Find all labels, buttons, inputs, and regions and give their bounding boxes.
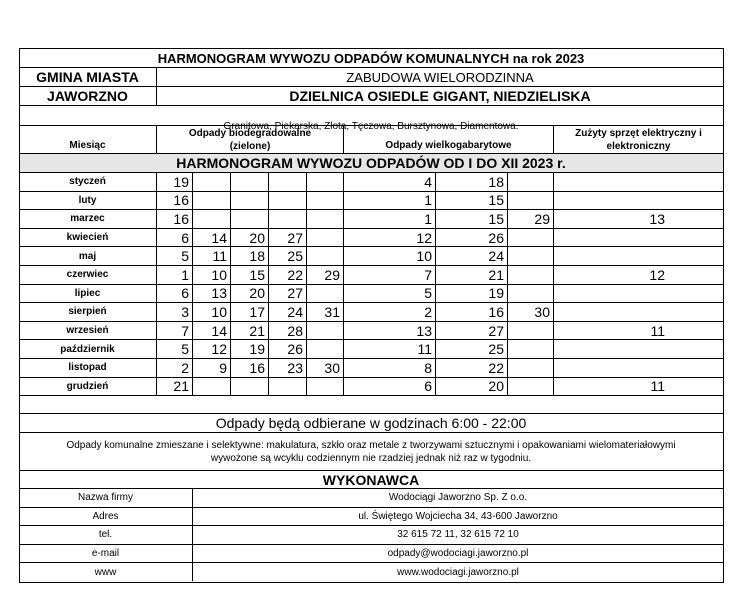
elek-day-cell	[553, 303, 723, 321]
wielko-day-cell: 15	[435, 192, 507, 210]
bio-day-cell	[306, 192, 343, 210]
bio-day-cell: 22	[268, 266, 306, 284]
elek-day-cell	[553, 285, 723, 303]
header-miesiac: Miesiąc	[69, 140, 106, 151]
wykonawca-heading: WYKONAWCA	[322, 471, 420, 488]
month-name: maj	[78, 250, 97, 262]
bio-day-cell: 6	[156, 285, 192, 303]
table-row	[19, 321, 723, 340]
month-name: listopad	[68, 362, 107, 374]
wielko-day-cell: 11	[343, 340, 435, 358]
schedule-sheet	[19, 48, 723, 582]
bio-day-cell: 7	[156, 322, 192, 340]
month-name: luty	[78, 194, 97, 206]
bio-day-cell: 27	[268, 229, 306, 247]
schedule-subtitle: HARMONOGRAM WYWOZU ODPADÓW OD I DO XII 2023 r.	[19, 154, 723, 172]
elek-day-cell: 11	[553, 378, 723, 396]
wielko-day-cell: 13	[343, 322, 435, 340]
contact-value[interactable]: www.wodociagi.jaworzno.pl	[192, 563, 723, 581]
wielko-day-cell: 24	[435, 247, 507, 265]
month-name: marzec	[70, 213, 105, 225]
wielko-day-cell: 22	[435, 359, 507, 377]
bio-day-cell	[192, 173, 230, 191]
wielko-day-cell	[507, 266, 553, 284]
contact-value[interactable]: odpady@wodociagi.jaworzno.pl	[192, 545, 723, 563]
wielko-day-cell: 20	[435, 378, 507, 396]
elek-day-cell: 11	[553, 322, 723, 340]
bio-day-cell: 19	[230, 340, 268, 358]
header-bio	[156, 126, 343, 153]
bio-day-cell: 1	[156, 266, 192, 284]
contact-value: 32 615 72 11, 32 615 72 10	[192, 526, 723, 544]
bio-day-cell	[306, 210, 343, 228]
bio-day-cell: 16	[156, 210, 192, 228]
collection-hours: Odpady będą odbierane w godzinach 6:00 - 22:00	[215, 415, 527, 431]
bio-day-cell: 10	[192, 303, 230, 321]
wielko-day-cell: 27	[435, 322, 507, 340]
subtitle-row	[19, 153, 723, 172]
wielko-day-cell: 15	[435, 210, 507, 228]
wielko-day-cell: 7	[343, 266, 435, 284]
bio-day-cell	[230, 192, 268, 210]
bio-day-cell: 21	[156, 378, 192, 396]
table-row	[19, 377, 723, 396]
bio-day-cell	[230, 173, 268, 191]
month-name: lipiec	[74, 287, 101, 299]
header-elek	[553, 126, 723, 153]
bio-day-cell	[268, 192, 306, 210]
table-row	[19, 228, 723, 247]
header-elek-line1: Zużyty sprzęt elektryczny i	[575, 127, 702, 139]
bio-day-cell: 14	[192, 229, 230, 247]
contact-value: Wodociągi Jaworzno Sp. Z o.o.	[192, 489, 723, 507]
bio-day-cell: 17	[230, 303, 268, 321]
month-name: październik	[60, 343, 115, 355]
wielko-day-cell: 29	[507, 210, 553, 228]
contact-label: Adres	[92, 510, 119, 522]
bio-day-cell	[268, 173, 306, 191]
contact-label: www	[94, 566, 117, 578]
bio-day-cell: 12	[192, 340, 230, 358]
bio-day-cell	[306, 173, 343, 191]
bio-day-cell: 5	[156, 340, 192, 358]
wielko-day-cell: 2	[343, 303, 435, 321]
wielko-day-cell	[507, 378, 553, 396]
bio-day-cell: 20	[230, 285, 268, 303]
bio-day-cell: 18	[230, 247, 268, 265]
contact-value: ul. Świętego Wojciecha 34, 43-600 Jaworzno	[192, 508, 723, 526]
bio-day-cell: 19	[156, 173, 192, 191]
wielko-day-cell: 26	[435, 229, 507, 247]
bio-day-cell: 15	[230, 266, 268, 284]
note-text	[19, 433, 723, 470]
wielko-day-cell	[507, 322, 553, 340]
bio-day-cell: 16	[230, 359, 268, 377]
elek-day-cell: 12	[553, 266, 723, 284]
contact-row	[19, 488, 723, 507]
bio-day-cell	[230, 210, 268, 228]
bio-day-cell: 23	[268, 359, 306, 377]
contact-label: tel.	[98, 529, 113, 541]
note-row	[19, 432, 723, 470]
bio-day-cell: 2	[156, 359, 192, 377]
month-name: czerwiec	[66, 269, 109, 281]
bio-day-cell: 10	[192, 266, 230, 284]
table-row	[19, 339, 723, 358]
bio-day-cell: 25	[268, 247, 306, 265]
spacer-row-2	[19, 395, 723, 413]
bio-day-cell: 5	[156, 247, 192, 265]
bio-day-cell: 16	[156, 192, 192, 210]
wielko-day-cell: 25	[435, 340, 507, 358]
bio-day-cell	[268, 378, 306, 396]
bio-day-cell: 20	[230, 229, 268, 247]
bio-day-cell: 3	[156, 303, 192, 321]
wielko-day-cell	[507, 340, 553, 358]
dzielnica-label: DZIELNICA OSIEDLE GIGANT, NIEDZIELISKA	[156, 87, 723, 105]
wielko-day-cell	[507, 247, 553, 265]
note-line1: Odpady komunalne zmieszane i selektywne: makulatura, szkło oraz metale z tworzywami sztucznymi i opakowaniami wielomateriałowymi	[66, 439, 676, 451]
title-row	[19, 48, 723, 67]
bio-day-cell	[192, 378, 230, 396]
bio-day-cell: 27	[268, 285, 306, 303]
table-row	[19, 172, 723, 191]
bio-day-cell	[306, 285, 343, 303]
bio-day-cell	[306, 340, 343, 358]
bio-day-cell: 28	[268, 322, 306, 340]
month-name: kwiecień	[66, 232, 109, 244]
gmina-row-2	[19, 86, 723, 105]
table-row	[19, 246, 723, 265]
wielko-day-cell: 1	[343, 210, 435, 228]
month-name: styczeń	[69, 176, 106, 188]
wielko-day-cell: 4	[343, 173, 435, 191]
bio-day-cell: 6	[156, 229, 192, 247]
table-row	[19, 302, 723, 321]
header-bio-line1: Odpady biodegradowalne	[188, 127, 312, 139]
wielko-day-cell: 30	[507, 303, 553, 321]
header-elek-line2: elektroniczny	[606, 140, 671, 152]
document-title: HARMONOGRAM WYWOZU ODPADÓW KOMUNALNYCH na rok 2023	[157, 50, 585, 66]
wielko-day-cell: 21	[435, 266, 507, 284]
bio-day-cell: 26	[268, 340, 306, 358]
wykonawca-row	[19, 470, 723, 488]
bio-day-cell: 13	[192, 285, 230, 303]
wielko-day-cell	[507, 359, 553, 377]
contact-label: e-mail	[91, 548, 120, 560]
note-line2: wywożone są wcyklu codziennym nie rzadziej jednak niż raz w tygodniu.	[210, 452, 532, 464]
bio-day-cell: 21	[230, 322, 268, 340]
bio-day-cell	[192, 192, 230, 210]
zabudowa-label: ZABUDOWA WIELORODZINNA	[156, 68, 723, 86]
gmina-row-1	[19, 67, 723, 86]
wielko-day-cell: 5	[343, 285, 435, 303]
wielko-day-cell	[507, 173, 553, 191]
wielko-day-cell	[507, 229, 553, 247]
contact-label: Nazwa firmy	[77, 492, 133, 504]
elek-day-cell	[553, 340, 723, 358]
wielko-day-cell	[507, 285, 553, 303]
bio-day-cell	[268, 210, 306, 228]
bio-day-cell	[192, 210, 230, 228]
wielko-day-cell: 19	[435, 285, 507, 303]
bio-day-cell: 30	[306, 359, 343, 377]
table-row	[19, 191, 723, 210]
table-row	[19, 284, 723, 303]
contact-row	[19, 562, 723, 581]
bio-day-cell	[306, 378, 343, 396]
contact-row	[19, 507, 723, 526]
wielko-day-cell: 1	[343, 192, 435, 210]
gmina-label-line1: GMINA MIASTA	[36, 69, 139, 85]
elek-day-cell: 13	[553, 210, 723, 228]
month-name: sierpień	[68, 306, 107, 318]
wielko-day-cell: 16	[435, 303, 507, 321]
table-row	[19, 358, 723, 377]
elek-day-cell	[553, 173, 723, 191]
wielko-day-cell	[507, 192, 553, 210]
bio-day-cell: 29	[306, 266, 343, 284]
bio-day-cell: 14	[192, 322, 230, 340]
contact-row	[19, 544, 723, 563]
streets-label: Granitowa, Piekarska, Złota, Tęczowa, Bursztynowa, Diamentowa.	[223, 121, 519, 132]
bio-day-cell: 9	[192, 359, 230, 377]
header-row	[19, 125, 723, 153]
elek-day-cell	[553, 192, 723, 210]
elek-day-cell	[553, 247, 723, 265]
hours-row	[19, 413, 723, 432]
wielko-day-cell: 8	[343, 359, 435, 377]
wielko-day-cell: 10	[343, 247, 435, 265]
elek-day-cell	[553, 229, 723, 247]
header-bio-line2: (zielone)	[229, 140, 271, 152]
bio-day-cell: 31	[306, 303, 343, 321]
bio-day-cell	[230, 378, 268, 396]
bio-day-cell	[306, 247, 343, 265]
table-row	[19, 265, 723, 284]
header-wielko: Odpady wielkogabarytowe	[343, 126, 553, 153]
bio-day-cell	[306, 229, 343, 247]
bio-day-cell	[306, 322, 343, 340]
bio-day-cell: 11	[192, 247, 230, 265]
wielko-day-cell: 6	[343, 378, 435, 396]
table-row	[19, 209, 723, 228]
contact-row	[19, 525, 723, 544]
wielko-day-cell: 18	[435, 173, 507, 191]
elek-day-cell	[553, 359, 723, 377]
month-name: wrzesień	[66, 325, 109, 337]
month-name: grudzień	[66, 380, 109, 392]
bio-day-cell: 24	[268, 303, 306, 321]
gmina-label-line2: JAWORZNO	[47, 88, 128, 104]
wielko-day-cell: 12	[343, 229, 435, 247]
